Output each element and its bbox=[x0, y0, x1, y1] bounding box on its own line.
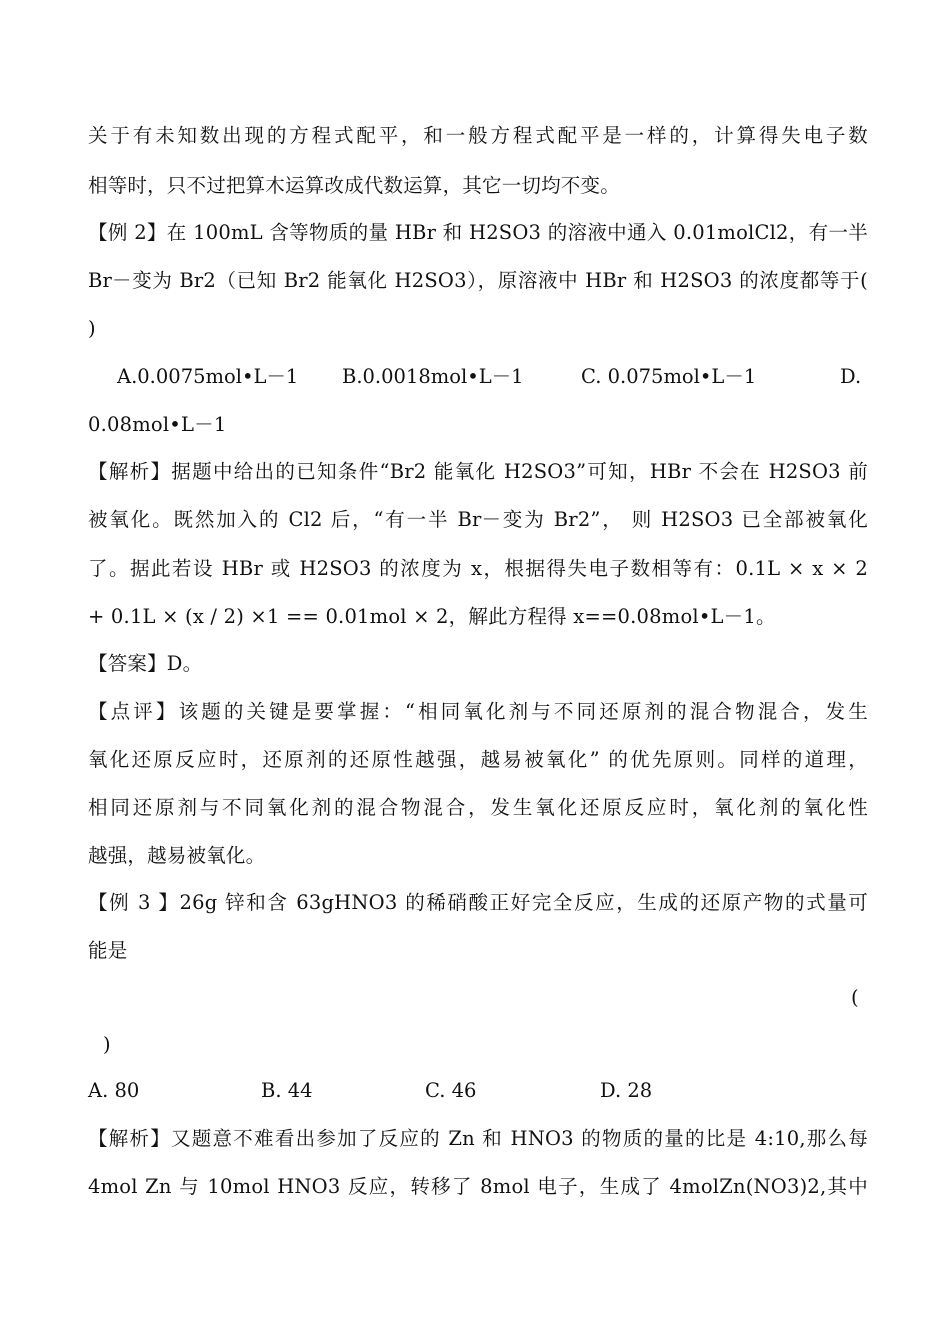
paragraph-line: 相等时，只不过把算木运算改成代数运算，其它一切均不变。 bbox=[88, 174, 620, 197]
analysis-line: 4mol Zn 与 10mol HNO3 反应，转移了 8mol 电子，生成了 4molZn(NO3)2,其中 bbox=[88, 1175, 868, 1198]
example-2-question: ) bbox=[88, 317, 96, 340]
example-3-question: 【例 3 】26g 锌和含 63gHNO3 的稀硝酸正好完全反应，生成的还原产物的式量可 bbox=[88, 891, 868, 914]
analysis-line: 【解析】据题中给出的已知条件“Br2 能氧化 H2SO3”可知，HBr 不会在 H2SO3 前 bbox=[88, 460, 868, 483]
paragraph-line: 关于有未知数出现的方程式配平，和一般方程式配平是一样的，计算得失电子数 bbox=[88, 124, 868, 147]
option-d: D. bbox=[840, 365, 862, 388]
option-d: D. 28 bbox=[600, 1079, 653, 1102]
answer-bracket-open: ( bbox=[851, 986, 859, 1009]
comment-line: 氧化还原反应时，还原剂的还原性越强，越易被氧化” 的优先原则。同样的道理， bbox=[88, 748, 868, 771]
example-2-question: 【例 2】在 100mL 含等物质的量 HBr 和 H2SO3 的溶液中通入 0.01molCl2，有一半 bbox=[88, 221, 868, 244]
comment-line: 【点评】该题的关键是要掌握：“相同氧化剂与不同还原剂的混合物混合，发生 bbox=[88, 700, 868, 723]
option-b: B.0.0018mol•L－1 bbox=[342, 365, 524, 388]
analysis-line: 了。据此若设 HBr 或 H2SO3 的浓度为 x，根据得失电子数相等有：0.1L × x × 2 bbox=[88, 557, 868, 580]
option-a: A. 80 bbox=[88, 1079, 140, 1102]
example-2-question: Br－变为 Br2（已知 Br2 能氧化 H2SO3），原溶液中 HBr 和 H2SO3 的浓度都等于( bbox=[88, 269, 868, 292]
example-3-question: 能是 bbox=[88, 939, 128, 962]
option-b: B. 44 bbox=[261, 1079, 313, 1102]
option-c: C. 0.075mol•L－1 bbox=[581, 365, 757, 388]
answer-bracket-close: ) bbox=[103, 1033, 111, 1056]
comment-line: 越强，越易被氧化。 bbox=[88, 844, 266, 867]
analysis-line: 被氧化。既然加入的 Cl2 后，“有一半 Br－变为 Br2”， 则 H2SO3 已全部被氧化 bbox=[88, 508, 868, 531]
comment-line: 相同还原剂与不同氧化剂的混合物混合，发生氧化还原反应时，氧化剂的氧化性 bbox=[88, 796, 868, 819]
analysis-line: + 0.1L × (x / 2) ×1 == 0.01mol × 2，解此方程得 x==0.08mol•L－1。 bbox=[88, 605, 776, 628]
option-c: C. 46 bbox=[425, 1079, 477, 1102]
analysis-line: 【解析】又题意不难看出参加了反应的 Zn 和 HNO3 的物质的量的比是 4:10,那么每 bbox=[88, 1127, 868, 1150]
answer-line: 【答案】D。 bbox=[88, 652, 203, 675]
option-a: A.0.0075mol•L－1 bbox=[117, 365, 299, 388]
option-d-value: 0.08mol•L－1 bbox=[88, 413, 227, 436]
